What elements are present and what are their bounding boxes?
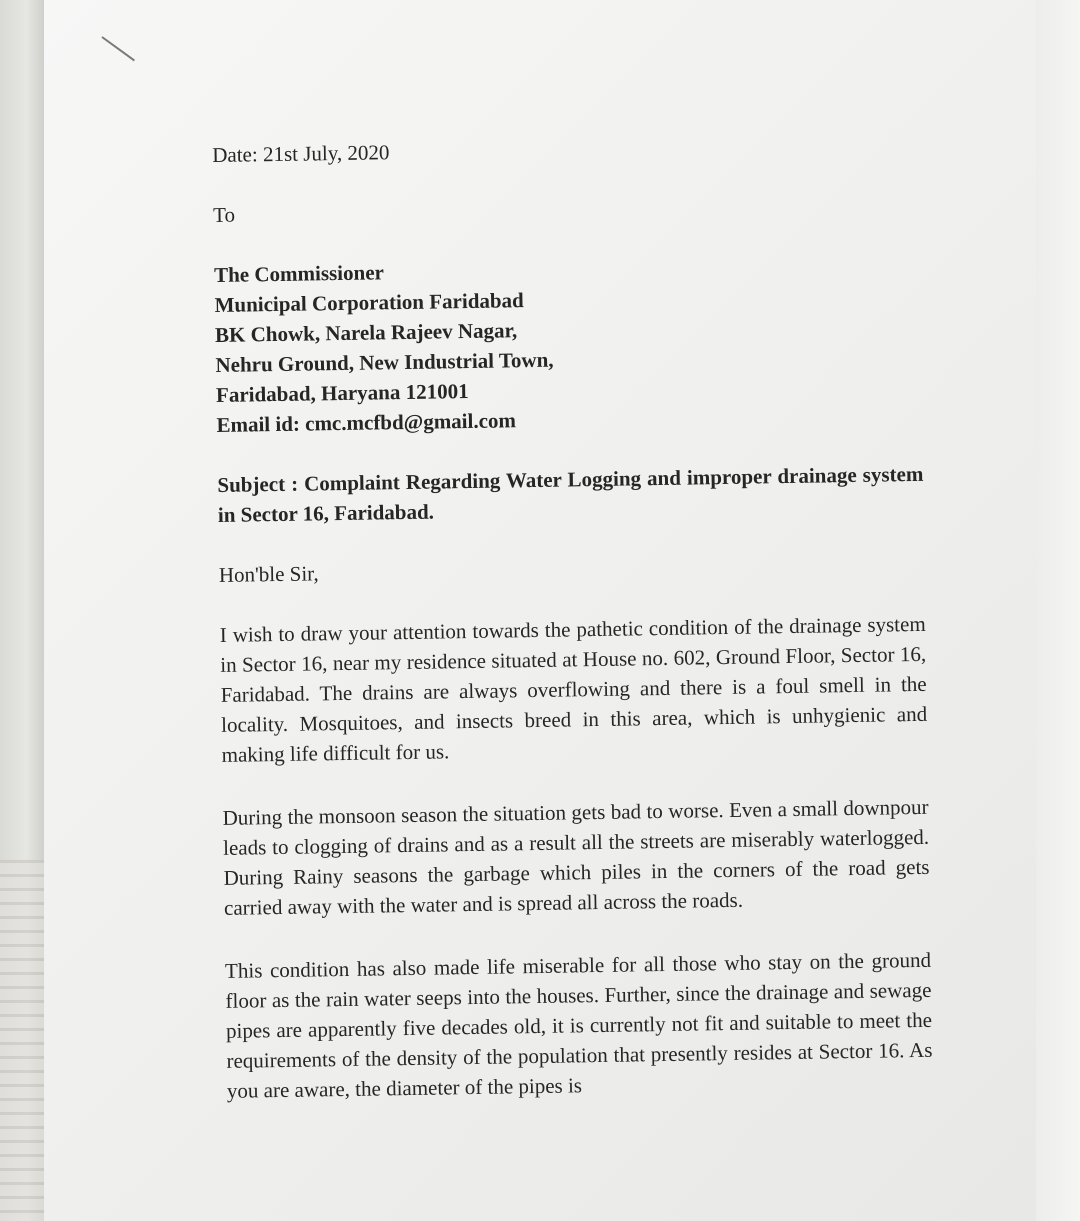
address-email: Email id: cmc.mcfbd@gmail.com	[216, 408, 517, 437]
address-line: The Commissioner	[213, 260, 385, 287]
letter-body	[212, 129, 947, 1106]
torn-paper-edge	[0, 860, 44, 1221]
pen-mark	[101, 36, 135, 61]
page-left-edge	[0, 0, 44, 1221]
body-paragraph: I wish to draw your attention towards the pathetic condition of the drainage system in Sector 16, near my residence situated at House no. 602, Ground Floor, Sector 16, Faridabad. The drains are always overflowing and there is a foul smell in the locality. Mosquitoes, and insects breed in this area, which is unhygienic and making life difficult for us.	[219, 611, 928, 767]
letter-date: Date: 21st July, 2020	[212, 140, 390, 167]
letter-subject: Subject : Complaint Regarding Water Logging and improper drainage system in Sector 16, Faridabad.	[217, 461, 924, 527]
letter-to: To	[212, 202, 236, 227]
body-paragraph: This condition has also made life miserable for all those who stay on the ground floor as the rain water seeps into the houses. Further, since the drainage and sewage pipes are apparently five decades old, it is currently not fit and suitable to meet the requirements of the density of the population that presently resides at Sector 16. As you are aware, the diameter of the pipes is	[224, 947, 933, 1103]
recipient-address	[214, 249, 937, 440]
letter-page	[44, 0, 1036, 1221]
page-right-edge	[1036, 0, 1080, 1221]
body-paragraph: During the monsoon season the situation gets bad to worse. Even a small downpour leads to clogging of drains and as a result all the streets are miserably waterlogged. During Rainy seasons the garbage which piles in the corners of the road gets carried away with the water and is spread all across the roads.	[222, 794, 930, 920]
address-line: Nehru Ground, New Industrial Town,	[215, 347, 554, 377]
letter-salutation: Hon'ble Sir,	[218, 561, 319, 587]
address-line: Faridabad, Haryana 121001	[215, 379, 469, 407]
address-line: BK Chowk, Narela Rajeev Nagar,	[214, 318, 518, 347]
address-line: Municipal Corporation Faridabad	[214, 288, 524, 317]
